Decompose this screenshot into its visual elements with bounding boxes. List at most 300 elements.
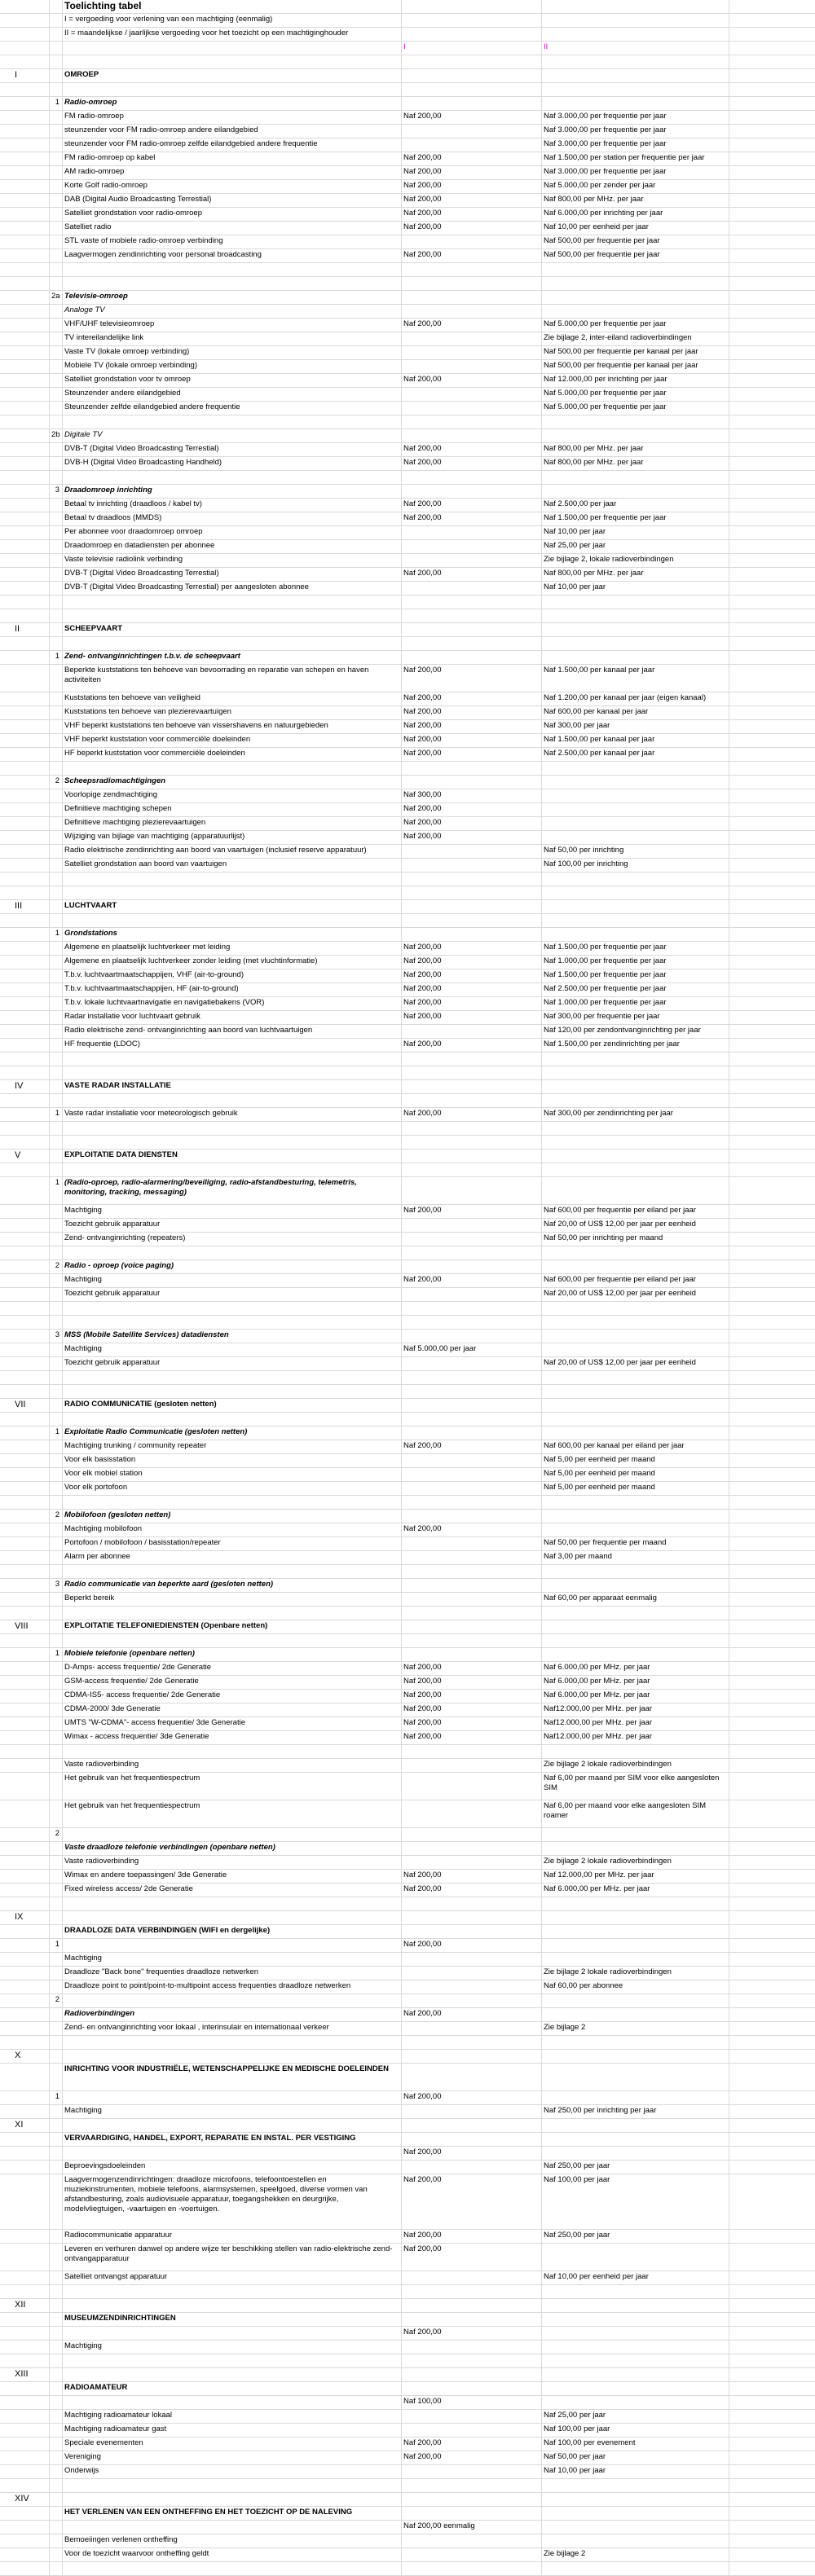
- item-number: [49, 2050, 62, 2063]
- fee-two-cell: [541, 900, 729, 913]
- item-number: [49, 1800, 62, 1827]
- fee-two-cell: Zie bijlage 2 lokale radioverbindingen: [541, 1856, 729, 1869]
- fee-two-cell: Naf 20,00 of US$ 12,00 per jaar per eenheid: [541, 1219, 729, 1232]
- fee-two-cell: Naf 6.000,00 per MHz. per jaar: [541, 1662, 729, 1675]
- fee-one-cell: [401, 1371, 541, 1384]
- description-cell: Toezicht gebruik apparatuur: [62, 1219, 401, 1232]
- section-numeral: [0, 1897, 49, 1910]
- item-number: [49, 2313, 62, 2326]
- section-numeral: [0, 1717, 49, 1730]
- section-numeral: [0, 222, 49, 235]
- extra-cell: [729, 2534, 815, 2547]
- item-number: [49, 1607, 62, 1620]
- fee-two-cell: [541, 1053, 729, 1066]
- fee-two-cell: Naf 250,00 per jaar: [541, 2230, 729, 2243]
- table-row: [0, 1233, 815, 1246]
- fee-one-cell: [401, 1094, 541, 1107]
- table-row: [0, 83, 815, 97]
- description-cell: Machtiging: [62, 1274, 401, 1287]
- extra-cell: [729, 969, 815, 982]
- extra-cell: [729, 2424, 815, 2437]
- fee-one-cell: Naf 200,00: [401, 2091, 541, 2104]
- description-cell: EXPLOITATIE DATA DIENSTEN: [62, 1150, 401, 1163]
- extra-cell: [729, 720, 815, 733]
- fee-one-cell: [401, 125, 541, 138]
- table-row: [0, 817, 815, 831]
- table-row: [0, 1302, 815, 1316]
- fee-one-cell: Naf 200,00: [401, 457, 541, 470]
- fee-two-cell: [541, 2133, 729, 2146]
- item-number: [49, 2396, 62, 2409]
- section-numeral: [0, 1967, 49, 1980]
- fee-two-cell: [541, 1523, 729, 1536]
- fee-one-cell: Naf 200,00: [401, 1011, 541, 1024]
- item-number: [49, 706, 62, 719]
- item-number: [49, 2285, 62, 2298]
- description-cell: Het gebruik van het frequentiespectrum: [62, 1800, 401, 1827]
- description-cell: HF beperkt kuststation voor commerciële doeleinden: [62, 748, 401, 761]
- fee-two-cell: Naf 50,00 per inrichting: [541, 845, 729, 858]
- section-numeral: [0, 305, 49, 318]
- item-number: 2a: [49, 291, 62, 304]
- section-numeral: [0, 803, 49, 816]
- description-cell: Kuststations ten behoeve van veiligheid: [62, 692, 401, 706]
- table-row: [0, 1413, 815, 1426]
- fee-two-cell: Naf 1.500,00 per frequentie per jaar: [541, 969, 729, 982]
- fee-one-cell: [401, 1233, 541, 1246]
- section-numeral: [0, 2507, 49, 2520]
- fee-one-cell: [401, 873, 541, 886]
- table-row: [0, 1967, 815, 1980]
- fee-one-cell: [401, 928, 541, 941]
- item-number: [49, 997, 62, 1010]
- section-numeral: [0, 1676, 49, 1689]
- table-row: [0, 2299, 815, 2313]
- extra-cell: [729, 845, 815, 858]
- section-numeral: [0, 1842, 49, 1855]
- fee-one-cell: Naf 200,00: [401, 956, 541, 969]
- fee-two-cell: Naf 3.000,00 per frequentie per jaar: [541, 166, 729, 179]
- table-row: [0, 2244, 815, 2271]
- extra-cell: [729, 540, 815, 553]
- fee-one-cell: [401, 582, 541, 595]
- table-row: [0, 2091, 815, 2105]
- item-number: [49, 1385, 62, 1398]
- fee-two-cell: Naf12.000,00 per MHz. per jaar: [541, 1717, 729, 1730]
- section-numeral: [0, 969, 49, 982]
- section-numeral: [0, 1136, 49, 1149]
- fee-one-cell: [401, 2562, 541, 2575]
- table-row: [0, 2438, 815, 2451]
- fee-two-cell: [541, 291, 729, 304]
- item-number: [49, 886, 62, 899]
- description-cell: Digitale TV: [62, 429, 401, 442]
- table-row: [0, 1177, 815, 1205]
- section-numeral: [0, 665, 49, 692]
- fee-one-cell: [401, 1385, 541, 1398]
- fee-one-cell: Naf 300,00: [401, 789, 541, 802]
- item-number: [49, 28, 62, 41]
- fee-two-cell: Naf 800,00 per MHz. per jaar: [541, 457, 729, 470]
- section-numeral: [0, 2396, 49, 2409]
- extra-cell: [729, 1219, 815, 1232]
- item-number: 3: [49, 1579, 62, 1592]
- description-cell: Beproevingsdoeleinden: [62, 2161, 401, 2174]
- section-numeral: [0, 471, 49, 484]
- table-row: [0, 2133, 815, 2147]
- fee-one-cell: [401, 2299, 541, 2312]
- description-cell: Voor de toezicht waarvoor ontheffing geldt: [62, 2548, 401, 2561]
- fee-one-cell: [401, 1399, 541, 1412]
- extra-cell: [729, 471, 815, 484]
- table-row: [0, 873, 815, 886]
- fee-one-cell: [401, 2161, 541, 2174]
- fee-one-cell: Naf 200,00: [401, 2147, 541, 2160]
- description-cell: D-Amps- access frequentie/ 2de Generatie: [62, 1662, 401, 1675]
- fee-two-cell: Naf 500,00 per frequentie per kanaal per jaar: [541, 346, 729, 359]
- section-numeral: [0, 2451, 49, 2464]
- description-cell: Machtiging radioamateur lokaal: [62, 2410, 401, 2423]
- fee-one-cell: [401, 2036, 541, 2049]
- table-row: [0, 1330, 815, 1343]
- fee-one-cell: [401, 0, 541, 13]
- section-numeral: [0, 2285, 49, 2298]
- table-row: [0, 1607, 815, 1620]
- item-number: [49, 1856, 62, 1869]
- item-number: [49, 1731, 62, 1744]
- extra-cell: [729, 956, 815, 969]
- fee-two-cell: Naf 1.000,00 per frequentie per jaar: [541, 997, 729, 1010]
- description-cell: Satelliet grondstation voor radio-omroep: [62, 208, 401, 221]
- description-cell: Draadomroep inrichting: [62, 485, 401, 498]
- section-numeral: [0, 1302, 49, 1315]
- fee-two-cell: Naf 3.000,00 per frequentie per jaar: [541, 138, 729, 152]
- description-cell: Korte Golf radio-omroep: [62, 180, 401, 193]
- fee-one-cell: [401, 1537, 541, 1550]
- fee-two-cell: [541, 2382, 729, 2395]
- table-row: [0, 180, 815, 194]
- fee-two-cell: [541, 914, 729, 927]
- fee-two-cell: Naf 1.200,00 per kanaal per jaar (eigen kanaal): [541, 692, 729, 706]
- fee-one-cell: [401, 1316, 541, 1329]
- section-numeral: [0, 1994, 49, 2007]
- fee-two-cell: [541, 1094, 729, 1107]
- extra-cell: [729, 789, 815, 802]
- extra-cell: [729, 208, 815, 221]
- table-row: [0, 928, 815, 942]
- description-cell: Laagvermogen zendinrichting voor personal broadcasting: [62, 249, 401, 262]
- description-cell: Machtiging: [62, 2341, 401, 2354]
- extra-cell: [729, 42, 815, 55]
- fee-one-cell: Naf 200,00: [401, 222, 541, 235]
- fee-two-cell: Naf 3.000,00 per frequentie per jaar: [541, 111, 729, 124]
- fee-two-cell: Naf 5.000,00 per frequentie per jaar: [541, 388, 729, 401]
- fee-one-cell: Naf 200,00: [401, 512, 541, 525]
- section-numeral: [0, 554, 49, 567]
- item-number: [49, 1122, 62, 1135]
- table-row: [0, 1399, 815, 1413]
- table-row: [0, 222, 815, 235]
- item-number: [49, 1884, 62, 1897]
- table-row: [0, 914, 815, 928]
- description-cell: Draadloze point to point/point-to-multipoint access frequenties draadloze netwerken: [62, 1980, 401, 1994]
- extra-cell: [729, 1537, 815, 1550]
- description-cell: [62, 1122, 401, 1135]
- extra-cell: [729, 651, 815, 664]
- extra-cell: [729, 138, 815, 152]
- extra-cell: [729, 1523, 815, 1536]
- description-cell: Satelliet grondstation voor tv omroep: [62, 374, 401, 387]
- item-number: [49, 1094, 62, 1107]
- fee-one-cell: Naf 200,00 eenmalig: [401, 2521, 541, 2534]
- extra-cell: [729, 665, 815, 692]
- fee-two-cell: [541, 1330, 729, 1343]
- fee-one-cell: [401, 637, 541, 650]
- extra-cell: [729, 2147, 815, 2160]
- fee-two-cell: Naf 3,00 per maand: [541, 1551, 729, 1564]
- section-numeral: III: [15, 901, 23, 911]
- section-numeral: [0, 1939, 49, 1952]
- extra-cell: [729, 2161, 815, 2174]
- table-row: [0, 388, 815, 402]
- fee-one-cell: [401, 1302, 541, 1315]
- fee-one-cell: Naf 200,00: [401, 2451, 541, 2464]
- fee-one-cell: [401, 1648, 541, 1661]
- section-numeral: [0, 1870, 49, 1883]
- fee-two-cell: [541, 1371, 729, 1384]
- extra-cell: [729, 914, 815, 927]
- fee-one-cell: [401, 415, 541, 429]
- description-cell: CDMA-2000/ 3de Generatie: [62, 1703, 401, 1717]
- extra-cell: [729, 1357, 815, 1370]
- item-number: [49, 1357, 62, 1370]
- item-number: 2: [49, 1828, 62, 1841]
- description-cell: Speciale evenementen: [62, 2438, 401, 2451]
- fee-two-cell: Naf12.000,00 per MHz. per jaar: [541, 1731, 729, 1744]
- table-row: [0, 138, 815, 152]
- fee-one-cell: [401, 1080, 541, 1093]
- table-row: [0, 997, 815, 1011]
- extra-cell: [729, 1510, 815, 1523]
- description-cell: [62, 2354, 401, 2367]
- table-row: [0, 2036, 815, 2050]
- table-row: [0, 1482, 815, 1496]
- description-cell: Machtiging mobilofoon: [62, 1523, 401, 1536]
- fee-two-cell: [541, 471, 729, 484]
- item-number: [49, 1870, 62, 1883]
- section-numeral: IX: [15, 1912, 24, 1922]
- fee-one-cell: [401, 485, 541, 498]
- fee-two-cell: [541, 1426, 729, 1440]
- fee-one-cell: Naf 200,00: [401, 443, 541, 456]
- section-numeral: [0, 2521, 49, 2534]
- table-row: [0, 942, 815, 956]
- item-number: [49, 2244, 62, 2270]
- extra-cell: [729, 152, 815, 165]
- extra-cell: [729, 1053, 815, 1066]
- item-number: [49, 277, 62, 290]
- item-number: [49, 623, 62, 636]
- table-row: [0, 1122, 815, 1136]
- fee-two-cell: Naf 500,00 per frequentie per jaar: [541, 249, 729, 262]
- section-numeral: [0, 748, 49, 761]
- description-cell: DVB-T (Digital Video Broadcasting Terrestial): [62, 443, 401, 456]
- description-cell: Definitieve machtiging plezierevaartuigen: [62, 817, 401, 830]
- description-cell: Satelliet grondstation aan boord van vaartuigen: [62, 859, 401, 872]
- section-numeral: [0, 2105, 49, 2118]
- section-numeral: [0, 1953, 49, 1966]
- item-number: [49, 180, 62, 193]
- section-numeral: [0, 1426, 49, 1440]
- section-numeral: [0, 2382, 49, 2395]
- table-row: [0, 235, 815, 249]
- section-numeral: [0, 2244, 49, 2270]
- extra-cell: [729, 1828, 815, 1841]
- fee-one-cell: [401, 1828, 541, 1841]
- extra-cell: [729, 1343, 815, 1356]
- description-cell: OMROEP: [62, 69, 401, 82]
- extra-cell: [729, 1302, 815, 1315]
- section-numeral: [0, 1662, 49, 1675]
- table-row: [0, 748, 815, 762]
- item-number: [49, 1967, 62, 1980]
- description-cell: Voorlopige zendmachtiging: [62, 789, 401, 802]
- description-cell: T.b.v. luchtvaartmaatschappijen, HF (air-to-ground): [62, 983, 401, 996]
- section-numeral: [0, 1800, 49, 1827]
- item-number: [49, 2382, 62, 2395]
- item-number: [49, 1565, 62, 1578]
- description-cell: Leveren en verhuren danwel op andere wijze ter beschikking stellen van radio-elektrische zend- ontvangapparatuur: [62, 2244, 401, 2270]
- item-number: [49, 1039, 62, 1052]
- extra-cell: [729, 305, 815, 318]
- extra-cell: [729, 2244, 815, 2270]
- extra-cell: [729, 2465, 815, 2478]
- extra-cell: [729, 125, 815, 138]
- section-numeral: [0, 1607, 49, 1620]
- description-cell: Fixed wireless access/ 2de Generatie: [62, 1884, 401, 1897]
- item-number: [49, 1011, 62, 1024]
- extra-cell: [729, 1108, 815, 1121]
- extra-cell: [729, 374, 815, 387]
- table-row: [0, 1800, 815, 1828]
- fee-one-cell: [401, 55, 541, 68]
- item-number: [49, 1302, 62, 1315]
- extra-cell: [729, 457, 815, 470]
- table-row: [0, 2050, 815, 2064]
- table-row: [0, 2507, 815, 2521]
- table-row: [0, 485, 815, 499]
- description-cell: SCHEEPVAART: [62, 623, 401, 636]
- fee-one-cell: [401, 914, 541, 927]
- fee-one-cell: [401, 2285, 541, 2298]
- fee-one-cell: [401, 28, 541, 41]
- item-number: 3: [49, 485, 62, 498]
- section-numeral: [0, 1011, 49, 1024]
- item-number: [49, 2147, 62, 2160]
- item-number: [49, 2271, 62, 2284]
- fee-one-cell: [401, 2479, 541, 2492]
- description-cell: Machtiging: [62, 1205, 401, 1218]
- fee-two-cell: [541, 2354, 729, 2367]
- table-row: [0, 526, 815, 540]
- item-number: [49, 1634, 62, 1647]
- extra-cell: [729, 1676, 815, 1689]
- fee-two-cell: [541, 2147, 729, 2160]
- description-cell: [62, 1385, 401, 1398]
- fee-one-cell: [401, 1219, 541, 1232]
- section-numeral: [0, 1496, 49, 1509]
- extra-cell: [729, 2022, 815, 2035]
- table-row: [0, 1884, 815, 1897]
- fee-two-cell: Naf 600,00 per kanaal per eiland per jaar: [541, 1440, 729, 1453]
- description-cell: Vaste radioverbinding: [62, 1856, 401, 1869]
- fee-one-cell: [401, 1330, 541, 1343]
- description-cell: Machtiging: [62, 1953, 401, 1966]
- fee-two-cell: [541, 2119, 729, 2132]
- fee-one-cell: [401, 263, 541, 276]
- extra-cell: [729, 2105, 815, 2118]
- table-row: [0, 1731, 815, 1745]
- section-numeral: [0, 1884, 49, 1897]
- item-number: [49, 1842, 62, 1855]
- fee-two-cell: [541, 69, 729, 82]
- section-numeral: [0, 2147, 49, 2160]
- fee-two-cell: [541, 2050, 729, 2063]
- extra-cell: [729, 1136, 815, 1149]
- table-row: [0, 1870, 815, 1884]
- fee-one-cell: [401, 429, 541, 442]
- item-number: [49, 969, 62, 982]
- section-numeral: [0, 1759, 49, 1772]
- extra-cell: [729, 1856, 815, 1869]
- table-row: [0, 1593, 815, 1607]
- table-row: [0, 1897, 815, 1911]
- table-row: [0, 540, 815, 554]
- section-numeral: [0, 1205, 49, 1218]
- description-cell: Toezicht gebruik apparatuur: [62, 1357, 401, 1370]
- description-cell: Alarm per abonnee: [62, 1551, 401, 1564]
- section-numeral: [0, 1648, 49, 1661]
- extra-cell: [729, 2133, 815, 2146]
- table-row: [0, 845, 815, 859]
- fee-two-cell: [541, 2008, 729, 2021]
- extra-cell: [729, 332, 815, 345]
- section-numeral: [0, 692, 49, 706]
- item-number: [49, 1454, 62, 1467]
- fee-one-cell: [401, 1800, 541, 1827]
- section-numeral: [0, 1925, 49, 1938]
- fee-one-cell: Naf 200,00: [401, 706, 541, 719]
- description-cell: RADIO COMMUNICATIE (gesloten netten): [62, 1399, 401, 1412]
- section-numeral: [0, 291, 49, 304]
- item-number: [49, 1703, 62, 1717]
- fee-one-cell: [401, 138, 541, 152]
- item-number: [49, 1717, 62, 1730]
- fee-two-cell: Naf 20,00 of US$ 12,00 per jaar per eenheid: [541, 1288, 729, 1301]
- extra-cell: [729, 2064, 815, 2090]
- fee-two-cell: Naf 500,00 per frequentie per jaar: [541, 235, 729, 248]
- fee-two-cell: [541, 2479, 729, 2492]
- item-number: 2b: [49, 429, 62, 442]
- table-row: [0, 1440, 815, 1454]
- description-cell: [62, 2396, 401, 2409]
- description-cell: [62, 1302, 401, 1315]
- item-number: [49, 2119, 62, 2132]
- section-numeral: [0, 582, 49, 595]
- fee-two-cell: [541, 1260, 729, 1273]
- fee-two-cell: Naf 6.000,00 per MHz. per jaar: [541, 1676, 729, 1689]
- extra-cell: [729, 2479, 815, 2492]
